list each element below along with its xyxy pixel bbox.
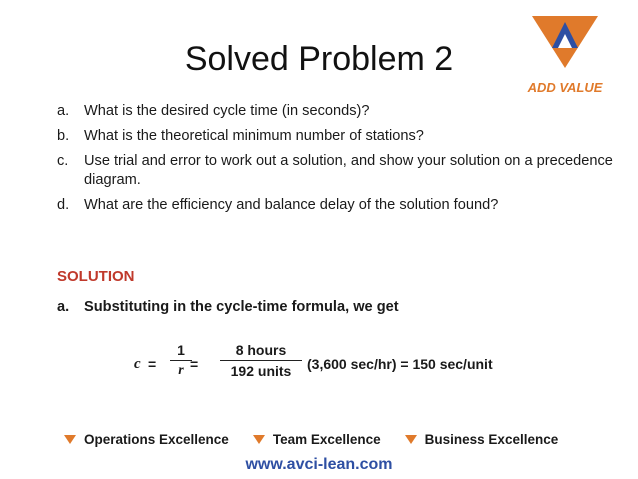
slide-title: Solved Problem 2 xyxy=(184,40,454,78)
footer-item xyxy=(253,432,381,447)
question-item xyxy=(57,196,617,215)
solution-part-a xyxy=(57,299,399,315)
add-value-logo xyxy=(506,12,624,98)
triangle-bullet-icon xyxy=(64,435,76,444)
question-letter: a. xyxy=(57,103,70,119)
formula-equals: = xyxy=(148,356,157,372)
question-letter: c. xyxy=(57,153,69,169)
triangle-bullet-icon xyxy=(253,435,265,444)
question-item xyxy=(57,102,617,121)
question-letter: b. xyxy=(57,128,70,144)
fraction-denominator: 192 units xyxy=(230,363,292,379)
footer-item-label: Business Excellence xyxy=(424,432,559,447)
triangle-bullet-icon xyxy=(405,435,417,444)
formula-result: (3,600 sec/hr) = 150 sec/unit xyxy=(307,356,493,372)
fraction-numerator: 1 xyxy=(177,342,185,358)
logo-wordmark: ADD VALUE xyxy=(527,80,603,95)
footer-item-label: Team Excellence xyxy=(272,432,381,447)
footer-url[interactable]: www.avci-lean.com xyxy=(245,456,393,473)
formula-fraction-hours-units xyxy=(220,342,302,379)
formula-equals: = xyxy=(190,356,199,372)
question-letter: d. xyxy=(57,197,70,213)
question-text: Use trial and error to work out a solution, and show your solution on a precedence diagram. xyxy=(84,153,613,188)
question-text: What are the efficiency and balance delay of the solution found? xyxy=(84,197,499,213)
cycle-time-formula xyxy=(0,340,638,390)
footer-item xyxy=(405,432,559,447)
fraction-bar xyxy=(220,360,302,361)
formula-fraction-one-over-r xyxy=(170,342,192,379)
question-item xyxy=(57,152,617,190)
fraction-bar xyxy=(170,360,192,361)
question-text: What is the desired cycle time (in seconds)? xyxy=(84,103,370,119)
part-a-text: Substituting in the cycle-time formula, we get xyxy=(84,299,399,315)
fraction-denominator: r xyxy=(178,363,184,378)
fraction-numerator: 8 hours xyxy=(235,342,287,358)
solution-heading: SOLUTION xyxy=(57,268,135,285)
footer-excellence-list xyxy=(64,432,582,447)
formula-c-symbol: c xyxy=(134,356,141,372)
footer-item-label: Operations Excellence xyxy=(84,432,229,447)
question-item xyxy=(57,127,617,146)
footer-item xyxy=(64,432,229,447)
question-text: What is the theoretical minimum number of stations? xyxy=(84,128,424,144)
question-list xyxy=(57,102,617,221)
part-a-letter: a. xyxy=(57,299,70,315)
